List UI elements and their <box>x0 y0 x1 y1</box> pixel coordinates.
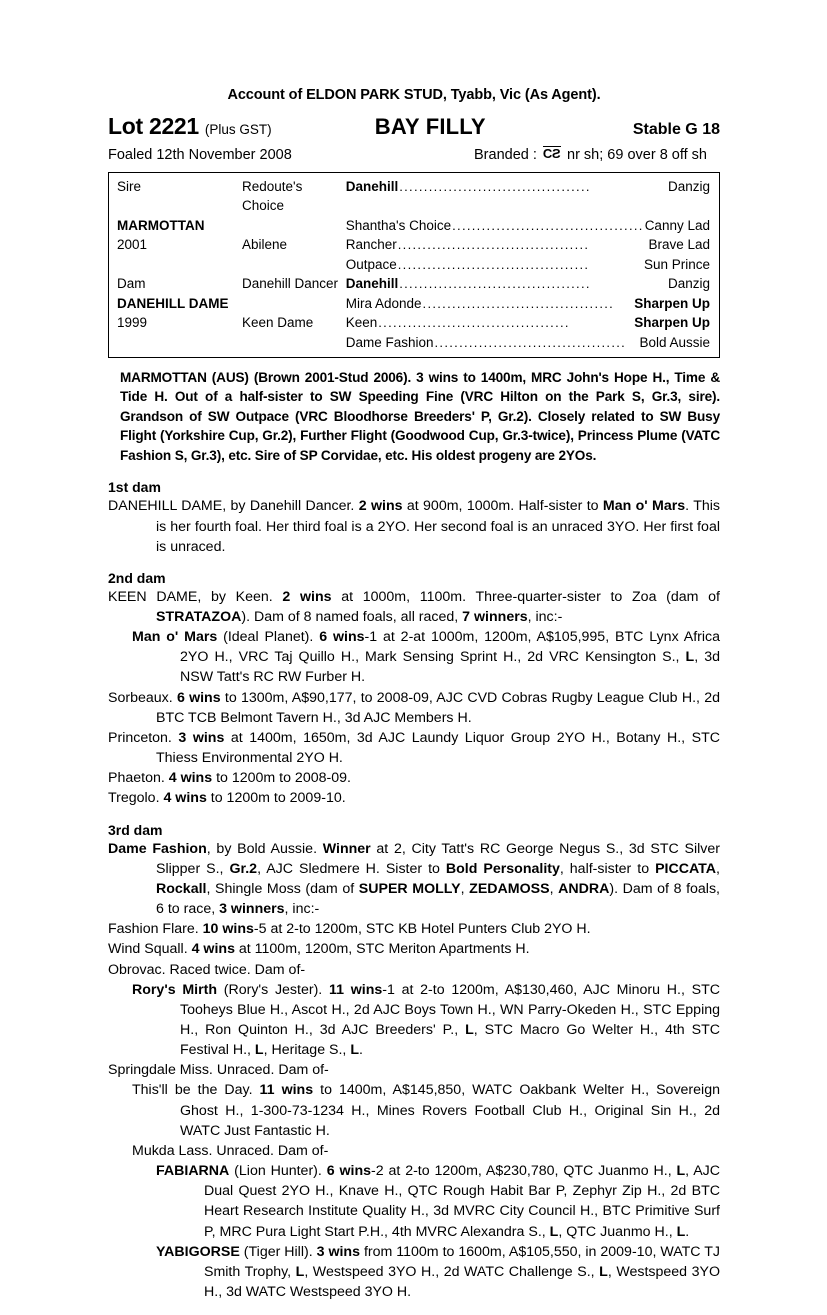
highlight-text: 4 wins <box>168 770 213 787</box>
body-text: , AJC Sledmere H. Sister to <box>257 860 446 877</box>
body-text: (Rory's Jester). <box>217 981 329 998</box>
highlight-text: L <box>549 1223 559 1240</box>
ancestor-line <box>346 235 710 255</box>
body-text: Mukda Lass. Unraced. Dam of- <box>132 1142 329 1159</box>
pedigree-entry <box>108 768 720 788</box>
highlight-text: L <box>676 1163 686 1180</box>
highlight-text: Rory's Mirth <box>132 981 217 998</box>
ancestor-line <box>346 274 710 294</box>
body-text: , <box>549 880 559 897</box>
dam-name-cell: DANEHILL DAME <box>117 295 229 311</box>
dam-section <box>108 822 720 1303</box>
body-text: ). Dam of 8 named foals, all raced, <box>241 609 463 626</box>
pedigree-entry <box>108 1060 720 1080</box>
body-text: at 2, City Tatt's RC George Negus S., 3d STC Silver Slipper S., <box>156 840 720 877</box>
highlight-text: L <box>295 1263 305 1280</box>
highlight-text: 11 wins <box>328 981 383 998</box>
body-text: at 900m, 1000m. Half-sister to <box>402 498 603 515</box>
body-text: -2 at 2-to 1200m, A$230,780, QTC Juanmo H., <box>371 1163 677 1180</box>
ancestor-sire: Bold Aussie <box>639 335 710 350</box>
pedigree-body <box>109 177 719 353</box>
branded-detail: nr sh; 69 over 8 off sh <box>567 146 707 163</box>
dot-leader: ....................................... <box>422 295 615 311</box>
body-text: Wind Squall. <box>108 941 192 958</box>
body-text: Princeton. <box>108 729 179 746</box>
stable-number: Stable G 18 <box>632 120 720 138</box>
ancestor-sire: Sharpen Up <box>634 315 710 331</box>
highlight-text: L <box>599 1263 608 1280</box>
highlight-text: L <box>350 1042 359 1059</box>
ancestor-sire: Danzig <box>667 276 710 292</box>
body-text: , 3d NSW Tatt's RC RW Furber H. <box>180 649 720 686</box>
ancestor-line <box>346 313 710 333</box>
dam-section-heading: 3rd dam <box>108 821 163 838</box>
pedigree-entry <box>108 919 720 939</box>
body-text: from 1100m to 1600m, A$105,550, in 2009-10, WATC TJ Smith Trophy, <box>204 1243 720 1280</box>
ancestor-cell-0 <box>346 177 719 216</box>
dam-section <box>108 570 720 809</box>
blank-cell <box>242 216 346 236</box>
body-text: . <box>359 1042 363 1059</box>
pedigree-entry <box>108 939 720 959</box>
ancestor-line <box>346 333 710 353</box>
highlight-text: 4 wins <box>191 941 235 958</box>
ancestor-line <box>346 216 710 236</box>
highlight-text: L <box>254 1042 264 1059</box>
body-text: to 1200m to 2008-09. <box>212 770 351 787</box>
lot-gst-note: (Plus GST) <box>204 121 272 137</box>
brand-symbol <box>543 146 561 161</box>
brand-glyph-right: S <box>552 145 561 161</box>
body-text: (Lion Hunter). <box>229 1163 327 1180</box>
table-row <box>109 177 719 216</box>
highlight-text: ZEDAMOSS <box>469 880 550 897</box>
ancestor-name: Dame Fashion <box>345 335 434 350</box>
highlight-text: 2 wins <box>358 498 403 515</box>
highlight-text: 3 wins <box>178 729 225 746</box>
body-text: Sorbeaux. <box>108 689 177 706</box>
highlight-text: L <box>465 1021 474 1038</box>
sire-name-cell: MARMOTTAN <box>117 217 205 233</box>
pedigree-entry <box>108 960 720 980</box>
table-row <box>109 274 719 294</box>
pedigree-entry <box>108 1080 720 1140</box>
dot-leader: ....................................... <box>378 315 570 331</box>
body-text: ). Dam of 8 foals, 6 to race, <box>156 880 720 918</box>
body-text: Tregolo. <box>108 790 164 807</box>
highlight-text: FABIARNA <box>156 1163 230 1180</box>
ancestor-cell-6 <box>346 313 719 333</box>
table-row <box>109 255 719 275</box>
lot-identifier <box>108 113 272 140</box>
dam-section-heading: 2nd dam <box>108 569 166 586</box>
dam-section <box>108 479 720 556</box>
foaled-date: Foaled 12th November 2008 <box>108 146 292 163</box>
dot-leader: ....................................... <box>434 335 627 350</box>
ancestor-name: Keen <box>345 315 378 331</box>
sire-label-cell: Sire <box>117 178 142 194</box>
body-text: to 1300m, A$90,177, to 2008-09, AJC CVD Cobras Rugby League Club H., 2d BTC TCB Belmont Tavern H., 3d AJC Members H. <box>156 689 720 726</box>
account-line: Account of ELDON PARK STUD, Tyabb, Vic (As Agent). <box>227 87 601 103</box>
ancestor-line <box>346 294 710 314</box>
body-text: KEEN DAME, by Keen. <box>108 588 283 605</box>
ancestor-cell-3 <box>346 255 719 275</box>
foaled-branded-row <box>108 147 720 163</box>
highlight-text: 6 wins <box>319 629 365 646</box>
body-text: , inc:- <box>527 609 563 626</box>
highlight-text: Gr.2 <box>229 860 258 877</box>
ancestor-name: Mira Adonde <box>345 295 422 311</box>
highlight-text: Man o' Mars <box>132 629 218 646</box>
ancestor-sire: Brave Lad <box>648 237 710 253</box>
ancestor-line <box>346 177 710 197</box>
body-text: DANEHILL DAME, by Danehill Dancer. <box>108 498 359 515</box>
body-text: , QTC Juanmo H., <box>558 1223 677 1240</box>
dam-sire-cell: Danehill Dancer <box>242 276 339 292</box>
blank-cell <box>242 294 346 314</box>
table-row <box>109 294 719 314</box>
body-text: , <box>460 880 470 897</box>
sire-dam-cell: Abilene <box>242 237 288 253</box>
highlight-text: PICCATA <box>655 860 717 877</box>
ancestor-sire: Sharpen Up <box>634 295 710 311</box>
body-text: , Heritage S., <box>263 1042 351 1059</box>
table-row <box>109 235 719 255</box>
ancestor-name: Shantha's Choice <box>345 217 452 233</box>
body-text: at 1400m, 1650m, 3d AJC Laundy Liquor Group 2YO H., Botany H., STC Thiess Environmental 2YO H. <box>156 729 720 767</box>
pedigree-table <box>108 172 720 358</box>
highlight-text: 4 wins <box>163 790 207 807</box>
pedigree-entry <box>108 688 720 728</box>
pedigree-entry <box>108 627 720 687</box>
body-text: Springdale Miss. Unraced. Dam of- <box>108 1062 329 1079</box>
highlight-text: Dame Fashion <box>108 840 207 857</box>
dam-section-heading: 1st dam <box>108 479 161 496</box>
ancestor-sire: Danzig <box>667 178 710 194</box>
body-text: , half-sister to <box>559 860 656 877</box>
ancestor-name: Danehill <box>345 178 399 194</box>
ancestor-name: Rancher <box>345 237 397 253</box>
table-row <box>109 216 719 236</box>
ancestor-cell-2 <box>346 235 719 255</box>
table-row <box>109 333 719 353</box>
sire-description: MARMOTTAN (AUS) (Brown 2001-Stud 2006). 3 wins to 1400m, MRC John's Hope H., Time & Tide H. Out of a half-sister to SW Speeding Fine (VRC Hilton on the Park S, Gr.3, sire). Grandson of SW Outpace (VRC Bloodhorse Breeders' P, Gr.2). Closely related to SW Busy Flight (Yorkshire Cup, Gr.2), Further Flight (Goodwood Cup, Gr.3-twice), Princess Plume (VATC Fashion S, Gr.3), etc. Sire of SP Corvidae, etc. His oldest progeny are 2YOs. <box>120 369 720 463</box>
lot-number: Lot 2221 <box>108 112 199 139</box>
body-text: at 1000m, 1100m. Three-quarter-sister to Zoa (dam of <box>331 588 720 605</box>
body-text: to 1200m to 2009-10. <box>206 790 346 807</box>
highlight-text: 6 wins <box>326 1163 372 1180</box>
body-text: , Westspeed 3YO H., 2d WATC Challenge S., <box>304 1263 600 1280</box>
ancestor-cell-4 <box>346 274 719 294</box>
highlight-text: 10 wins <box>202 921 254 938</box>
body-text: , STC Macro Go Welter H., 4th STC Festival H., <box>180 1021 720 1059</box>
highlight-text: 6 wins <box>176 689 221 706</box>
ancestor-line <box>346 255 710 275</box>
pedigree-entry <box>108 839 720 920</box>
ancestor-name: Outpace <box>345 256 397 272</box>
dot-leader: ....................................... <box>397 237 590 253</box>
sire-year-cell: 2001 <box>117 237 148 253</box>
ancestor-sire: Sun Prince <box>643 256 710 272</box>
ancestor-cell-7 <box>346 333 719 353</box>
body-text: , Westspeed 3YO H., 3d WATC Westspeed 3YO H. <box>204 1263 720 1301</box>
pedigree-entry <box>108 980 720 1061</box>
blank-cell <box>109 255 242 275</box>
body-text: Phaeton. <box>108 770 169 787</box>
pedigree-entry <box>108 1161 720 1242</box>
pedigree-entry <box>108 496 720 556</box>
highlight-text: YABIGORSE <box>156 1243 240 1260</box>
dot-leader: ....................................... <box>452 217 644 233</box>
horse-description: BAY FILLY <box>374 113 486 139</box>
pedigree-entry <box>108 788 720 808</box>
body-text: , AJC Dual Quest 2YO H., Knave H., QTC Rough Habit Bar P, Zephyr Zip H., 2d BTC Heart Research Institute Quality H., 3d MVRC City Council H., BTC Primitive Surf P, MRC Pura Light Start P.H., 4th MVRC Alexandra S., <box>204 1163 720 1240</box>
pedigree-entry <box>108 1141 720 1161</box>
body-text: , Shingle Moss (dam of <box>206 880 359 897</box>
body-text: , <box>716 860 720 877</box>
highlight-text: 2 wins <box>282 588 332 605</box>
dam-label-cell: Dam <box>117 276 146 292</box>
highlight-text: SUPER MOLLY <box>358 880 461 897</box>
body-text: , by Bold Aussie. <box>206 840 323 857</box>
body-text: (Tiger Hill). <box>239 1243 317 1260</box>
pedigree-entry <box>108 1242 720 1302</box>
highlight-text: 7 winners <box>462 609 528 626</box>
body-text: -1 at 2-at 1000m, 1200m, A$105,995, BTC Lynx Africa 2YO H., VRC Taj Quillo H., Mark Sensing Sprint H., 2d VRC Kensington S., <box>180 629 721 666</box>
blank-cell <box>109 333 242 353</box>
highlight-text: L <box>676 1223 686 1240</box>
ancestor-sire: Canny Lad <box>644 217 710 233</box>
dot-leader: ....................................... <box>399 276 591 292</box>
page-content <box>108 88 720 1315</box>
pedigree-entry <box>108 587 720 627</box>
branded-info <box>474 147 707 163</box>
highlight-text: Winner <box>322 840 371 857</box>
ancestor-name: Danehill <box>345 276 399 292</box>
pedigree-grid <box>109 177 719 353</box>
highlight-text: L <box>685 649 695 666</box>
lot-header-row <box>108 113 720 140</box>
dam-year-cell: 1999 <box>117 315 148 331</box>
dot-leader: ....................................... <box>399 178 591 194</box>
ancestor-cell-1 <box>346 216 719 236</box>
body-text: -5 at 2-to 1200m, STC KB Hotel Punters Club 2YO H. <box>253 921 591 938</box>
dot-leader: ....................................... <box>397 256 590 272</box>
highlight-text: STRATAZOA <box>156 609 242 626</box>
body-text: Obrovac. Raced twice. Dam of- <box>108 961 306 978</box>
highlight-text: Rockall <box>156 880 207 897</box>
table-row <box>109 313 719 333</box>
body-text: (Ideal Planet). <box>217 629 320 646</box>
highlight-text: 3 wins <box>316 1243 360 1260</box>
body-text: . This is her fourth foal. Her third foal is a 2YO. Her second foal is an unraced 3YO. Her first foal is unraced. <box>156 498 720 555</box>
body-text: at 1100m, 1200m, STC Meriton Apartments H. <box>234 941 530 958</box>
body-text: to 1400m, A$145,850, WATC Oakbank Welter H., Sovereign Ghost H., 1-300-73-1234 H., Mines Rovers Football Club H., Original Sin H., 2d WATC Just Fantastic H. <box>180 1082 720 1139</box>
branded-label: Branded : <box>474 146 537 163</box>
body-text: . <box>685 1223 690 1240</box>
body-text: , inc:- <box>284 901 320 918</box>
blank-cell <box>242 255 346 275</box>
highlight-text: Bold Personality <box>445 860 560 877</box>
ancestor-cell-5 <box>346 294 719 314</box>
body-text: -1 at 2-to 1200m, A$130,460, AJC Minoru H., STC Tooheys Blue H., Ascot H., 2d AJC Boys Town H., WN Parry-Okeden H., STC Epping H., Ron Quinton H., 3d AJC Breeders' P., <box>180 981 721 1038</box>
dam-dam-cell: Keen Dame <box>242 315 314 331</box>
highlight-text: ANDRA <box>558 880 610 897</box>
body-text: Fashion Flare. <box>108 921 203 938</box>
dam-sections <box>108 479 720 1302</box>
highlight-text: Man o' Mars <box>602 498 686 515</box>
highlight-text: 3 winners <box>219 901 285 918</box>
pedigree-entry <box>108 728 720 768</box>
sire-sire-cell: Redoute's Choice <box>242 178 303 214</box>
blank-cell <box>242 333 346 353</box>
highlight-text: 11 wins <box>259 1082 314 1099</box>
body-text: This'll be the Day. <box>132 1082 260 1099</box>
brand-glyph-left: C <box>542 145 553 161</box>
